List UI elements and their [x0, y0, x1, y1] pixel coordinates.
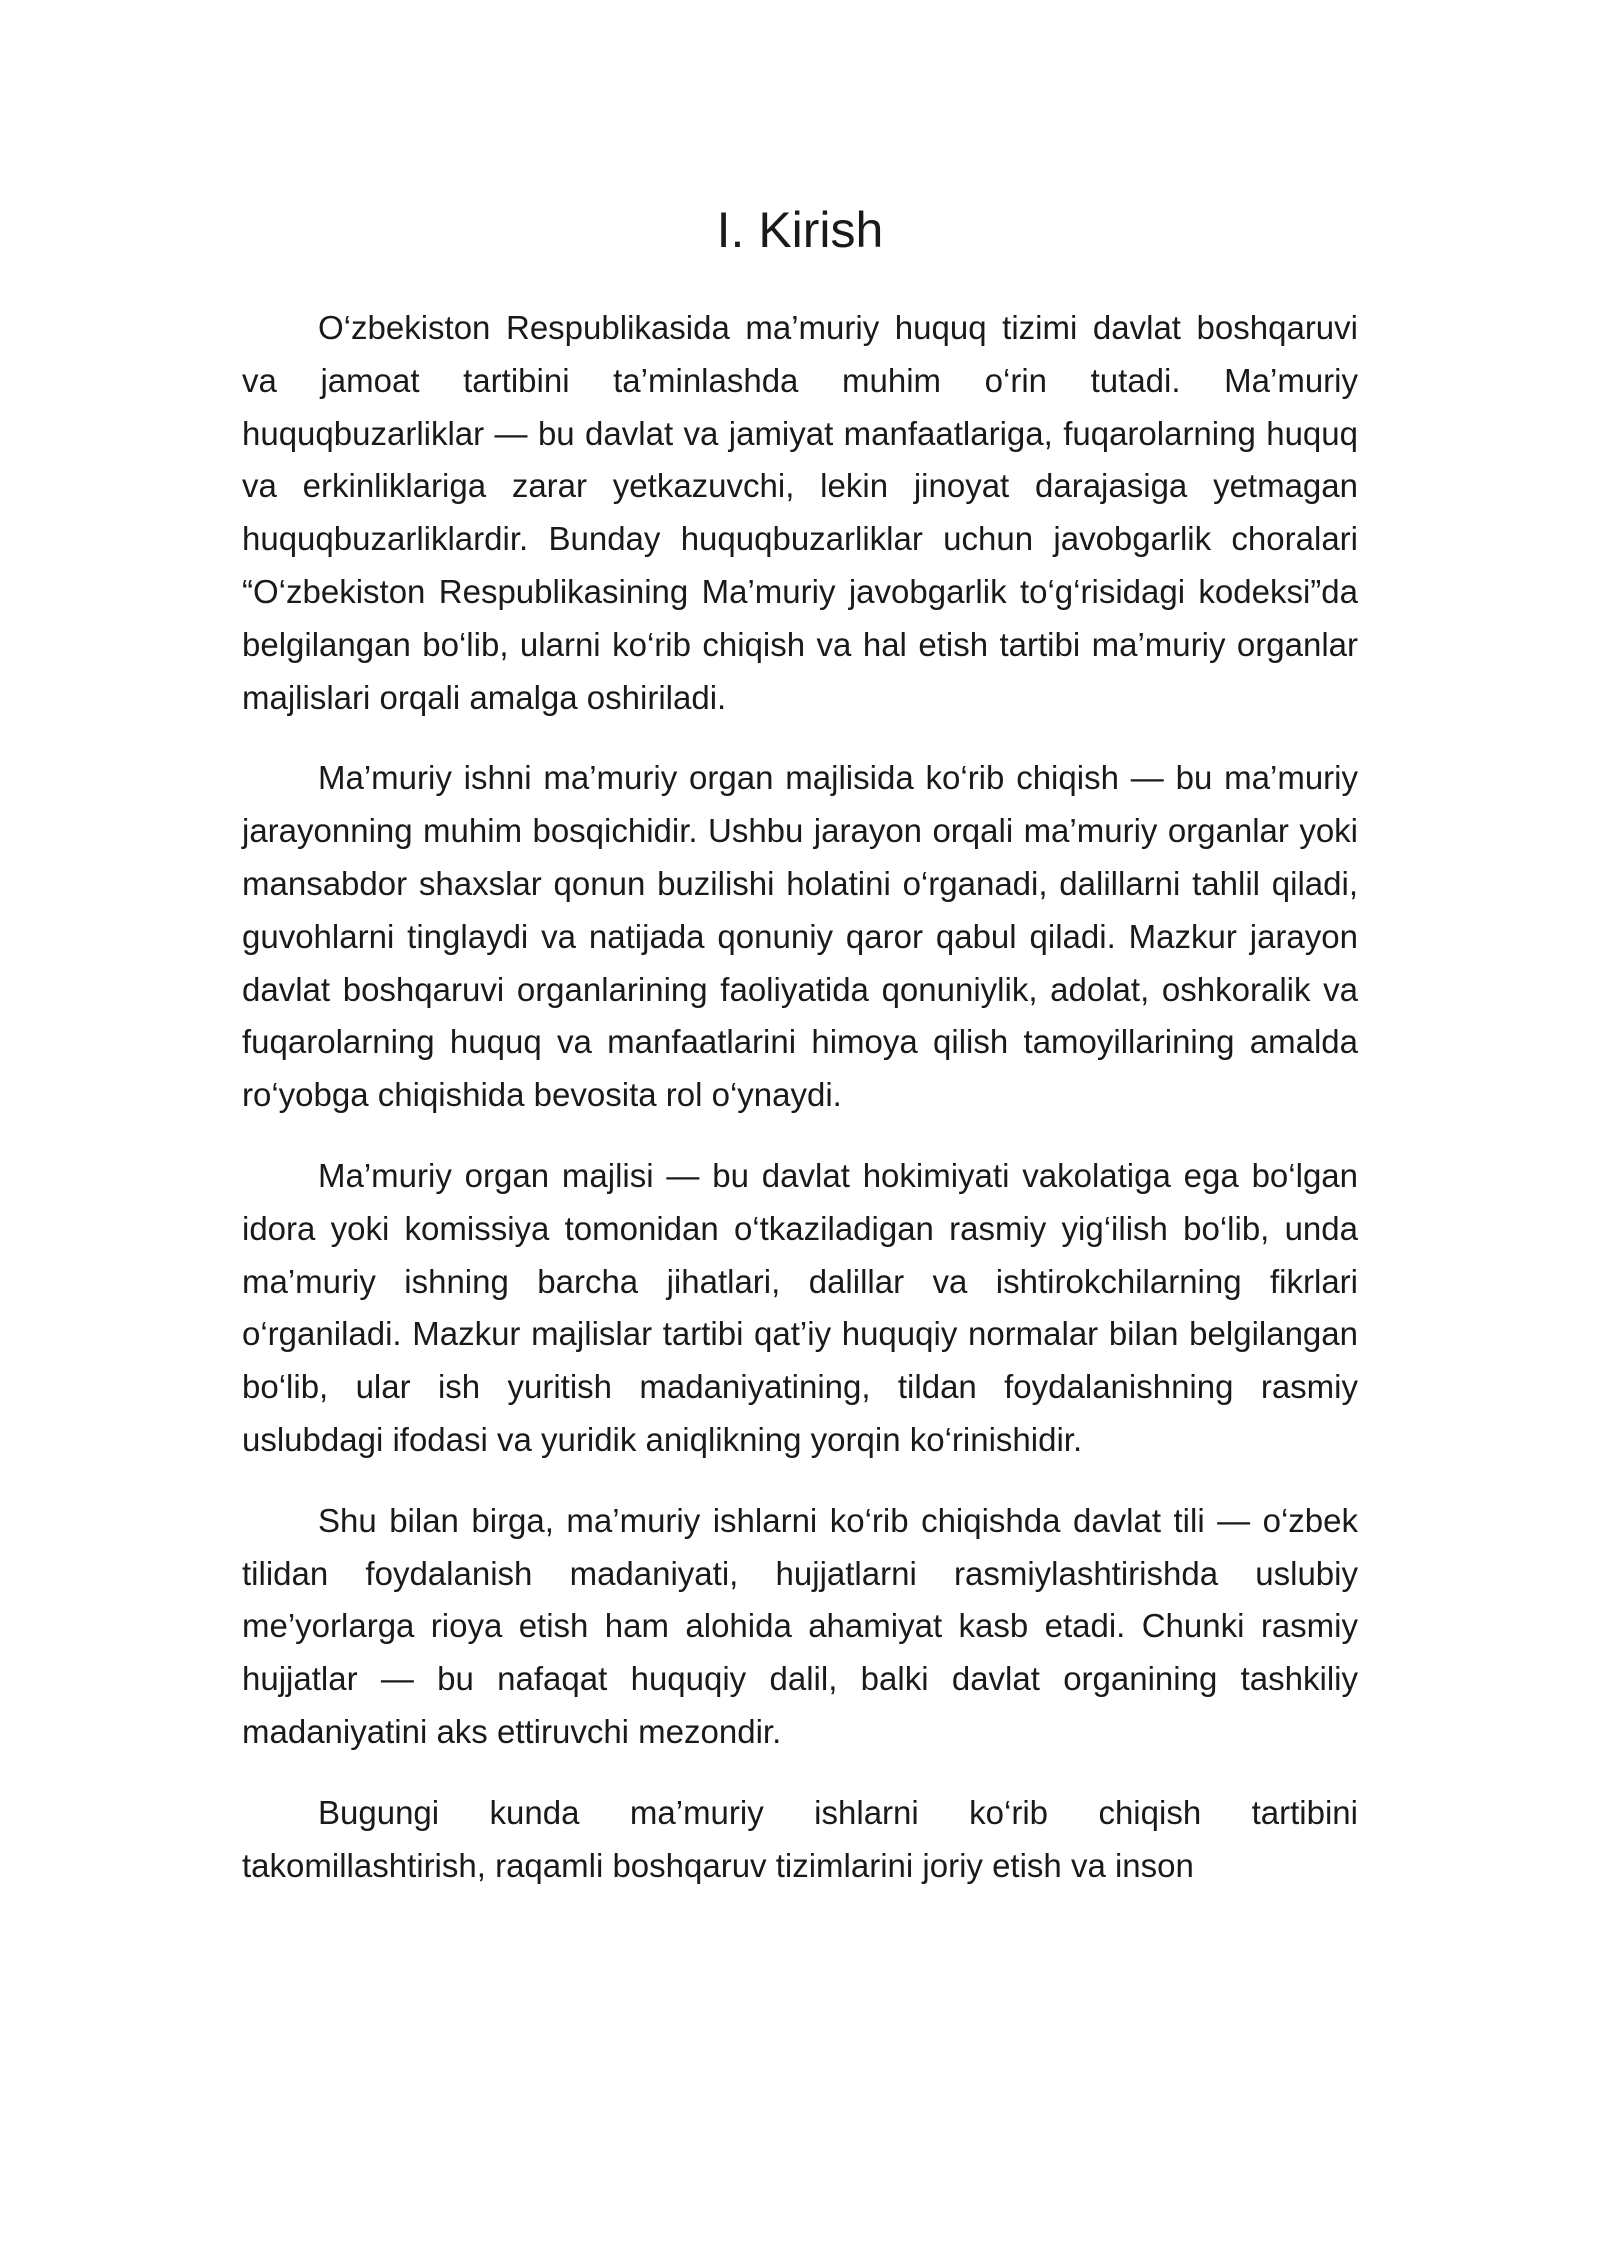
paragraph-1: O‘zbekiston Respublikasida ma’muriy huquq tizimi davlat boshqaruvi va jamoat tartibini ta’minlashda muhim o‘rin tutadi. Ma’muriy huquqbuzarliklar — bu davlat va jamiyat manfaatlariga, fuqarolarning huquq va erkinliklariga zarar yetkazuvchi, lekin jinoyat darajasiga yetmagan huquqbuzarliklardir. Bunday huquqbuzarliklar uchun javobgarlik choralari “O‘zbekiston Respublikasining Ma’muriy javobgarlik to‘g‘risidagi kodeksi”da belgilangan bo‘lib, ularni ko‘rib chiqish va hal etish tartibi ma’muriy organlar majlislari orqali amalga oshiriladi. [242, 309, 1358, 716]
paragraph-2: Ma’muriy ishni ma’muriy organ majlisida ko‘rib chiqish — bu ma’muriy jarayonning muhim bosqichidir. Ushbu jarayon orqali ma’muriy organlar yoki mansabdor shaxslar qonun buzilishi holatini o‘rganadi, dalillarni tahlil qiladi, guvohlarni tinglaydi va natijada qonuniy qaror qabul qiladi. Mazkur jarayon davlat boshqaruvi organlarining faoliyatida qonuniylik, adolat, oshkoralik va fuqarolarning huquq va manfaatlarini himoya qilish tamoyillarining amalda ro‘yobga chiqishida bevosita rol o‘ynaydi. [242, 759, 1358, 1114]
paragraph-3: Ma’muriy organ majlisi — bu davlat hokimiyati vakolatiga ega bo‘lgan idora yoki komissiya tomonidan o‘tkaziladigan rasmiy yig‘ilish bo‘lib, unda ma’muriy ishning barcha jihatlari, dalillar va ishtirokchilarning fikrlari o‘rganiladi. Mazkur majlislar tartibi qat’iy huquqiy normalar bilan belgilangan bo‘lib, ular ish yuritish madaniyatining, tildan foydalanishning rasmiy uslubdagi ifodasi va yuridik aniqlikning yorqin ko‘rinishidir. [242, 1156, 1358, 1458]
section-title: I. Kirish [716, 202, 884, 258]
paragraph-4: Shu bilan birga, ma’muriy ishlarni ko‘rib chiqishda davlat tili — o‘zbek tilidan foydalanish madaniyati, hujjatlarni rasmiylashtirishda uslubiy me’yorlarga rioya etish ham alohida ahamiyat kasb etadi. Chunki rasmiy hujjatlar — bu nafaqat huquqiy dalil, balki davlat organining tashkiliy madaniyatini aks ettiruvchi mezondir. [242, 1501, 1358, 1750]
document-body [242, 190, 1358, 1920]
paragraph-5: Bugungi kunda ma’muriy ishlarni ko‘rib chiqish tartibini takomillashtirish, raqamli boshqaruv tizimlarini joriy etish va inson [242, 1793, 1358, 1884]
